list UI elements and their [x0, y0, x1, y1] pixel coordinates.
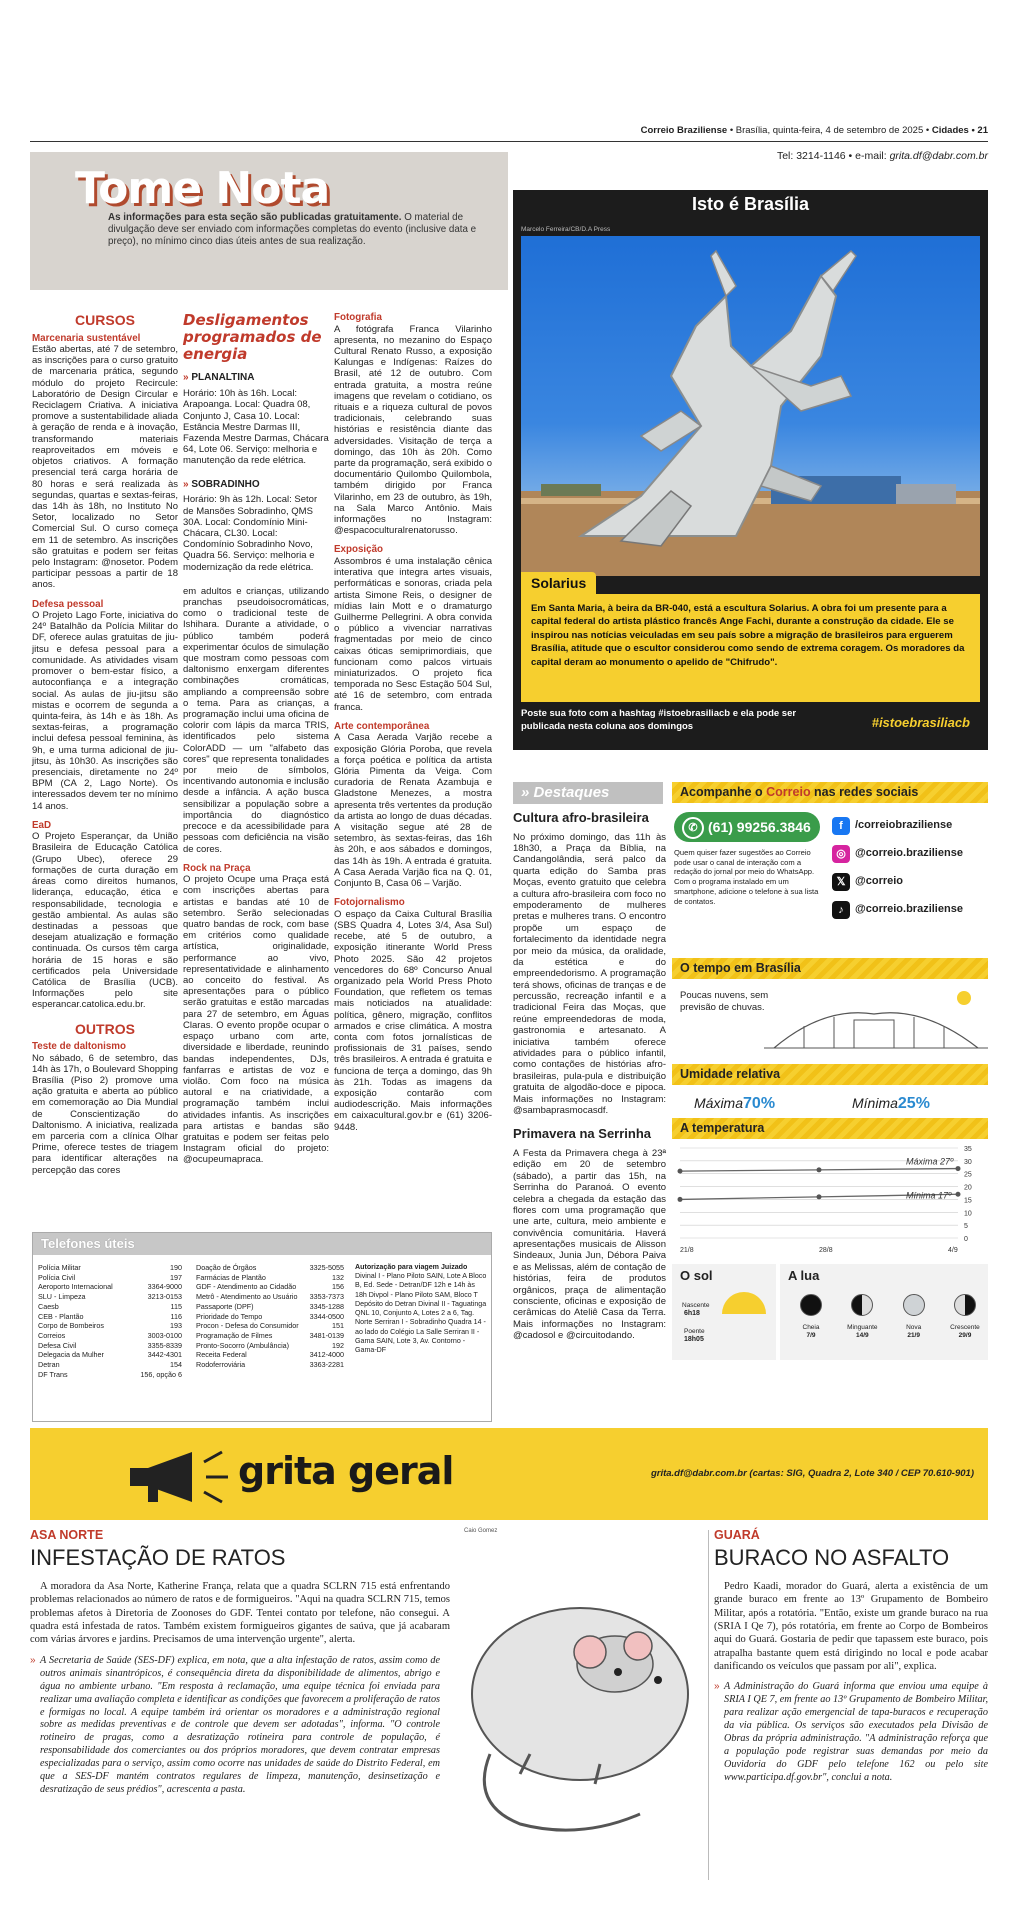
moon-icon	[903, 1294, 925, 1316]
social-link-label: @correio.braziliense	[855, 903, 963, 916]
telefone-name: Corpo de Bombeiros	[38, 1321, 104, 1331]
temperature-chart	[672, 1142, 988, 1260]
telefone-number[interactable]: 3003-0100	[147, 1331, 182, 1341]
telefone-row	[37, 1341, 183, 1351]
umidade-min-label: Mínima	[852, 1095, 898, 1111]
isto-header: Isto é Brasília	[691, 194, 810, 214]
telefone-name: GDF - Atendimento ao Cidadão	[196, 1282, 297, 1292]
telefone-row	[195, 1302, 345, 1312]
temperatura-header: A temperatura	[672, 1118, 988, 1139]
telefone-name: Rodoferroviária	[196, 1360, 246, 1370]
instagram-icon: ◎	[832, 845, 850, 863]
telefone-name: Farmácias de Plantão	[196, 1272, 266, 1282]
col-cultura	[334, 312, 492, 1232]
moon-phase-date: 21/9	[907, 1331, 920, 1339]
telefone-number[interactable]: 3481-0139	[309, 1331, 344, 1341]
social-header-a: Acompanhe o	[680, 785, 767, 799]
telefone-name: DF Trans	[38, 1369, 68, 1379]
col-destaques	[513, 810, 666, 1343]
moon-phase	[841, 1294, 883, 1340]
umidade-min-value: 25%	[897, 1095, 930, 1112]
defesa-title: Defesa pessoal	[32, 598, 104, 610]
telefone-number[interactable]: 3345-1288	[309, 1301, 344, 1311]
telefone-number[interactable]: 193	[170, 1321, 182, 1331]
telefone-number[interactable]: 156, opção 6	[140, 1369, 182, 1379]
telefone-name: Polícia Militar	[38, 1263, 81, 1272]
social-link-2[interactable]	[832, 868, 988, 896]
telefone-name: Prioridade do Tempo	[196, 1311, 263, 1321]
photo-credit: Marcelo Ferreira/CB/D.A Press	[521, 226, 611, 233]
umidade-max-label: Máxima	[694, 1095, 744, 1111]
telefone-name: Correios	[38, 1331, 66, 1341]
sunset-label: Poente	[684, 1328, 705, 1335]
telefone-name: Metrô - Atendimento ao Usuário	[196, 1292, 298, 1302]
sobradinho-label: SOBRADINHO	[191, 478, 260, 490]
telefone-row	[195, 1321, 345, 1331]
rock-text: O projeto Ocupe uma Praça está com inscrições abertas para artistas e bandas até 10 de setembro. Serão selecionadas quatro bandas de rock, com base em critérios como qualidade artística, originalidade, performance ao vivo, representatividade e alinhamento ao conceito do festival. As apresentações para o público serão gratuitas e estão marcadas para 27 de setembro, em Águas Claras. O evento propõe ocupar o espaço urbano com arte, diversidade e liberdade, reunindo bandas independentes, DJs, fanfarras e artistas de voz e violão. Com foco na música autoral e na criatividade, a programação também inclui atividades infantis. As inscrições para artistas e bandas são gratuitas e podem ser feitas pelo Instagram oficial do projeto: @ocupeumapraca.	[183, 874, 329, 1166]
whatsapp-text: Quem quiser fazer sugestões ao Correio pode usar o canal de interação com a redação do jornal por meio do WhatsApp. Com o programa instalado em um smartphone, adicione o telefone à sua lista de contatos.	[674, 848, 819, 906]
article-divider	[708, 1530, 709, 1880]
x-tick-label: 4/9	[948, 1247, 958, 1254]
telefone-number[interactable]: 197	[170, 1272, 182, 1282]
telefone-name: Defesa Civil	[38, 1340, 77, 1350]
moon-phase	[893, 1294, 935, 1340]
asa-p2: A Secretaria de Saúde (SES-DF) explica, em nota, que a alta infestação de ratos, assim como de outros animais sinantrópicos, é consequência direta da disponibilidade de alimentos, abrigo e água no ambiente urbano. "Em resposta à reclamação, uma equipe técnica foi enviada para realizar uma avaliação completa e identificar as condições que favorecem a proliferação de ratos e formigas no local. A equipe também irá orientar os moradores e a administração regional sobre as medidas preventivas e de controle que devem ser adotadas", informa. "O controle rotineiro de pragas, como a desratização rotineira para controle de população, é responsabilidade dos comerciantes ou dos próprios moradores, que devem contratar empresas especializadas para o serviço, assim como ocorre nas unidades de saúde do Distrito Federal, em que a SES-DF mantém contratos regulares de limpeza, manutenção, desinsetização e desratização de seus prédios", acrescenta a pasta.	[40, 1654, 440, 1796]
moon-icon	[851, 1294, 873, 1316]
planaltina-label: PLANALTINA	[191, 372, 255, 384]
date-line: • Brasília, quinta-feira, 4 de setembro de 2025 •	[729, 125, 930, 136]
telefone-row	[195, 1360, 345, 1370]
asa-region: ASA NORTE	[30, 1528, 104, 1542]
moon-phase-name: Crescente	[950, 1324, 980, 1331]
telefone-number[interactable]: 3353-7373	[309, 1292, 344, 1302]
contact-line	[640, 150, 988, 163]
x-tick-label: 21/8	[680, 1247, 694, 1254]
telefone-number[interactable]: 3355-8339	[147, 1340, 182, 1350]
whatsapp-icon: ✆	[682, 817, 704, 839]
telefone-name: Programação de Filmes	[196, 1331, 273, 1341]
marcenaria-title: Marcenaria sustentável	[32, 332, 141, 344]
planaltina-heading: » PLANALTINA	[183, 372, 255, 384]
telefone-number[interactable]: 151	[332, 1321, 344, 1331]
outros-heading: OUTROS	[75, 1020, 135, 1037]
guara-p1: Pedro Kaadi, morador do Guará, alerta a existência de um grande buraco em frente ao 13º Grupamento de Bombeiro Militar, após a rotatória. "Então, existe um grande buraco na rua (SRIA I Qe 7), pós rotatória, em frente ao Corpo de Bombeiros aqui do Guará. Gostaria de pedir que tapassem este buraco, pois atrapalha bastante quem está dirigindo no local e pode acabar danificando os veículos que passam por ali", explica.	[714, 1581, 988, 1673]
telefone-row	[37, 1321, 183, 1331]
autorizacao-block	[355, 1263, 487, 1355]
facebook-icon: f	[832, 817, 850, 835]
telefone-number[interactable]: 3344-0500	[309, 1311, 344, 1321]
isto-hashtag[interactable]: #istoebrasiliacb	[871, 715, 970, 730]
telefone-number[interactable]: 116	[170, 1311, 182, 1321]
telefone-name: Doação de Órgãos	[196, 1263, 257, 1272]
umidade-header: Umidade relativa	[672, 1064, 988, 1085]
planaltina-text: Horário: 10h às 16h. Local: Arapoanga. Local: Quadra 08, Conjunto J, Casa 10. Local: Estância Mestre Darmas III, Fazenda Mestre Darmas, Chácara 64, Lote 06. Serviço: melhoria e manutenção da rede elétrica.	[183, 388, 329, 467]
data-point	[817, 1194, 822, 1199]
telefones-table-2	[195, 1263, 345, 1370]
telefone-number[interactable]: 115	[170, 1301, 182, 1311]
y-tick-label: 15	[964, 1197, 972, 1205]
tiktok-icon: ♪	[832, 901, 850, 919]
sun-icon	[722, 1292, 766, 1314]
telefone-row	[195, 1273, 345, 1283]
section-name: Cidades • 21	[931, 125, 988, 136]
building-illustration	[764, 986, 988, 1058]
contact-prefix: Tel: 3214-1146 • e-mail:	[776, 150, 887, 162]
telefone-row	[195, 1341, 345, 1351]
col-cursos	[32, 312, 178, 1176]
contact-email[interactable]: grita.df@dabr.com.br	[889, 150, 988, 162]
daltonismo-text: No sábado, 6 de setembro, das 14h às 17h, o Boulevard Shopping Brasília (Piso 2) promove uma ação gratuita e aberta ao público em comemoração ao Dia Mundial de Conscientização do Daltonismo. A iniciativa, realizada em parceria com a clínica Olhar Prime, oferece testes de triagem para identificar alterações na percepção das cores	[32, 1052, 178, 1176]
umidade-max-value: 70%	[743, 1095, 776, 1112]
y-tick-label: 25	[964, 1171, 972, 1179]
y-tick-label: 35	[964, 1146, 972, 1153]
telefone-name: Detran	[38, 1360, 60, 1370]
telefone-name: Passaporte (DPF)	[196, 1301, 254, 1311]
grita-logo: grita geral	[238, 1449, 454, 1493]
sunrise-time: 6h18	[684, 1310, 700, 1317]
y-tick-label: 0	[964, 1236, 968, 1243]
intro-bold: As informações para esta seção são publicadas gratuitamente.	[108, 212, 402, 223]
social-link-label: @correio	[855, 875, 904, 888]
max-temp-label: Máxima 27º	[906, 1156, 954, 1167]
fotojornalismo-title: Fotojornalismo	[334, 897, 405, 909]
telefone-name: Polícia Civil	[38, 1272, 76, 1282]
guara-article	[714, 1524, 988, 1785]
cursos-heading: CURSOS	[75, 312, 135, 328]
lua-box	[780, 1264, 988, 1360]
telefone-row	[195, 1331, 345, 1341]
isto-foot-text: Poste sua foto com a hashtag #istoebrasiliacb e ela pode ser publicada nesta coluna aos domingos	[521, 708, 797, 732]
guara-region: GUARÁ	[714, 1528, 760, 1542]
autorizacao-title: Autorização para viagem Juizado	[355, 1263, 468, 1271]
telefone-number[interactable]: 192	[332, 1340, 344, 1350]
guara-p2-wrap: » A Administração do Guará informa que enviou uma equipe à SRIA I QE 7, em frente ao 13º Grupamento de Bombeiro Militar, para realizar ação emergencial de tapa-buracos e recuperação da via pública. Os serviços são executados pela Divisão de Obras da própria administração. "A administração reforça que a população pode registrar suas demandas por meio da Ouvidoria do GDF pelo telefone 162 ou pelo site www.participa.df.gov.br", conclui a nota.	[714, 1681, 988, 1784]
telefone-number[interactable]: 156	[332, 1282, 344, 1292]
asa-norte-article	[30, 1524, 704, 1797]
sol-title: O sol	[680, 1268, 713, 1283]
social-link-label: @correio.braziliense	[855, 847, 963, 860]
primavera-text: A Festa da Primavera chega à 23ª edição em 20 de setembro (sábado), a partir das 15h, na Serrinha do Paranoá. O evento celebra a chegada da estação das flores com uma programação que une arte, cultura, meio ambiente e convivência comunitária. Haverá apresentações musicais de Alisson Sindeaux, Junia Jun, Débora Paiva e as Melissas, além de contação de histórias, feira de produtos orgânicos, praça de alimentação consciente, oficinas e exposição de cerâmicas do Ateliê Casa da Terra. Mais informações no Instagram: @cadosol e @circuitodando.	[513, 1147, 666, 1342]
autorizacao-text: Divinal I - Plano Piloto SAIN, Lote A Bloco B, Ed. Sede - Detran/DF 12h e 14h às 18h Divpol - Plano Piloto SAM, Bloco T Depósito do Detran Divinal II - Taguatinga QNL 10, Conjunto A, Lotes 2 a 6, Tag. Norte Serriran I - Sobradinho Quadra 14 - ao lado do Colégio La Salle Serriran II - Gama SAIN, Lote 3, Av. Contorno - Gama-DF	[355, 1272, 487, 1354]
y-tick-label: 30	[964, 1158, 972, 1166]
fotografia-title: Fotografia	[334, 312, 382, 323]
paper-name: Correio Braziliense	[640, 125, 728, 136]
moon-phase	[790, 1294, 832, 1340]
social-link-0[interactable]	[832, 812, 988, 840]
page-header	[608, 125, 988, 137]
ead-title: EaD	[32, 819, 52, 831]
data-point	[817, 1167, 822, 1172]
solarius-photo	[521, 236, 980, 576]
destaques-header: » Destaques	[513, 782, 663, 804]
telefone-row	[195, 1282, 345, 1292]
solarius-label: Solarius	[521, 572, 596, 595]
min-temp-label: Mínima 17º	[906, 1190, 952, 1201]
x-icon: 𝕏	[832, 873, 850, 891]
umidade-max	[694, 1094, 775, 1114]
y-tick-label: 10	[964, 1210, 972, 1218]
arte-title: Arte contemporânea	[334, 720, 430, 732]
telefone-name: Aeroporto Internacional	[38, 1282, 113, 1292]
telefone-name: CEB - Plantão	[38, 1311, 84, 1321]
telefone-row	[37, 1273, 183, 1283]
x-tick-label: 28/8	[819, 1247, 833, 1254]
telefone-number[interactable]: 3213-0153	[147, 1292, 182, 1302]
telefone-row	[195, 1350, 345, 1360]
moon-phase-name: Nova	[906, 1324, 922, 1331]
telefone-number[interactable]: 3363-2281	[309, 1360, 344, 1370]
fotografia-text: A fotógrafa Franca Vilarinho apresenta, no mezanino do Espaço Cultural Renato Russo, a exposição Kalungas e Indígenas: Raízes do Brasil, até 12 de outubro. Com entrada gratuita, a mostra reúne imagens que revelam o cotidiano, os rituais e a riqueza cultural de povos tradicionais, celebrando suas histórias e resistência diante das adversidades. Visitação de terça a domingo, das 10h às 20h. Como parte da programação, será exibido o documentário Quilombo Quilombola, também dirigido por Franca Vilarinho, em 23 de outubro, às 19h, na Sala Marco Antônio. Mais informações no Instagram: @espacoculturalrenatorusso.	[334, 323, 492, 537]
isto-e-brasilia	[513, 190, 988, 750]
sunset-time: 18h05	[684, 1336, 704, 1343]
telefone-row	[37, 1331, 183, 1341]
guara-title: BURACO NO ASFALTO	[714, 1545, 950, 1571]
cultura-afro-title: Cultura afro-brasileira	[513, 810, 649, 825]
data-point	[678, 1169, 683, 1174]
social-header-b: Correio	[766, 785, 811, 799]
telefone-name: Procon - Defesa do Consumidor	[196, 1321, 299, 1331]
whatsapp-pill[interactable]	[674, 812, 820, 842]
arte-text: A Casa Aerada Varjão recebe a exposição Glória Poroba, que revela a força poética e política da artista Glória Pimenta da Veiga. Com curadoria de Renata Azambuja e Gladstone Menezes, a mostra apresenta três vertentes da produção da artista ao longo de duas décadas. A visitação segue até 28 de setembro, às sextas-feiras, das 16h às 20h, e aos sábados e domingos, das 14h às 19h. A entrada é gratuita. A Casa Aerada Varjão fica na Q. 01, Conjunto B, Casa 06 – Varjão.	[334, 732, 492, 889]
telefone-number[interactable]: 3364-9000	[147, 1282, 182, 1292]
social-link-3[interactable]	[832, 896, 988, 924]
telefone-row	[195, 1263, 345, 1273]
data-point	[678, 1197, 683, 1202]
telefone-row	[37, 1282, 183, 1292]
social-header	[672, 782, 988, 803]
whatsapp-number: (61) 99256.3846	[708, 819, 811, 835]
defesa-text: O Projeto Lago Forte, iniciativa do 24º Batalhão da Polícia Militar do DF, oferece aulas gratuitas de jiu-jitsu e defesa pessoal para a comunidade. As atividades visam promover o bem-estar físico, a autoconfiança e a integração social. As aulas de jiu-jitsu são mistas e ocorrem de segunda a quinta-feira, às 14h e às 18h. As sextas-feiras, a programação inclui defesa pessoal feminina, às 9h, e uma turma adicional de jiu-jitsu, às 10h30. As inscrições são presenciais, diretamente no 24º BPM (CA 2, Lago Norte). Os interessados devem ter no mínimo 14 anos.	[32, 610, 178, 812]
tome-nota-banner	[30, 152, 508, 290]
telefone-number[interactable]: 3412-4000	[309, 1350, 344, 1360]
social-header-c: nas redes sociais	[810, 785, 919, 799]
megaphone-icon	[122, 1442, 232, 1506]
tempo-header: O tempo em Brasília	[672, 958, 988, 979]
primavera-title: Primavera na Serrinha	[513, 1126, 652, 1142]
col-desligamentos	[183, 311, 329, 1166]
forecast-text: Poucas nuvens, sem previsão de chuvas.	[680, 990, 769, 1013]
asa-title: INFESTAÇÃO DE RATOS	[30, 1545, 286, 1571]
moon-icon	[800, 1294, 822, 1316]
telefone-row	[37, 1263, 183, 1273]
telefone-name: SLU - Limpeza	[38, 1292, 86, 1302]
telefone-number[interactable]: 154	[170, 1360, 182, 1370]
sculpture-illustration	[521, 236, 980, 576]
telefone-name: Receita Federal	[196, 1350, 247, 1360]
daltonismo-continued: em adultos e crianças, utilizando pranchas pseudoisocromáticas, como o tradicional teste de Ishihara. Durante a atividade, o público também poderá experimentar óculos de simulação que mostram como pessoas com daltonismo enxergam diferentes combinações cromáticas, ampliando a compreensão sobre o tema. Para as crianças, a programação inclui uma oficina de colorir com lápis da marca TRIS, identificados pelo sistema ColorADD — um "alfabeto das cores" que representa tonalidades por meio de símbolos, incentivando autonomia e inclusão desde a infância. A ação busca sensibilizar a população sobre a importância do diagnóstico precoce e da acessibilidade para pessoas com deficiência na visão de cores.	[183, 585, 329, 855]
moon-phase-date: 7/9	[806, 1331, 816, 1339]
data-point	[956, 1166, 961, 1171]
telefone-row	[37, 1292, 183, 1302]
telefones-title: Telefones úteis	[33, 1233, 491, 1255]
umidade-min	[852, 1094, 930, 1114]
daltonismo-title: Teste de daltonismo	[32, 1041, 126, 1053]
telefone-row	[37, 1302, 183, 1312]
y-tick-label: 5	[964, 1223, 968, 1231]
moon-phase-date: 14/9	[856, 1331, 869, 1339]
telefone-row	[37, 1350, 183, 1360]
asa-p1: A moradora da Asa Norte, Katherine França, relata que a quadra SCLRN 715 está enfrentando problemas relacionados ao número de ratos e de formigueiros. "Aqui na quadra SCLRN 715, temos problemas afetos à Diretoria de Zoonoses do GDF. Tentei contato por telefone, não consegui. A quadra está infestada de ratos. Também existem formigueiros gigantes de saúva, que já acabaram com várias árvores e jardins. Precisamos de uma intervenção urgente", alerta.	[30, 1581, 450, 1646]
telefones-box	[32, 1232, 492, 1422]
sobradinho-heading: » SOBRADINHO	[183, 478, 260, 490]
grita-geral-banner	[30, 1428, 988, 1520]
social-box	[672, 782, 988, 952]
marcenaria-text: Estão abertas, até 7 de setembro, as inscrições para o curso gratuito de marcenaria prática, segundo módulo do projeto Recircule: Laboratório de Design Circular e Reciclagem Criativa. A iniciativa promove a sustentabilidade aliada à geração de renda e à inovação, transformando materiais reaproveitados em móveis e objetos criativos. A formação presencial terá carga horária de 80 horas e será realizada às segundas, quartas e sextas-feiras, das 14h às 18h, no Instituto No Setor, localizado no Setor Comercial Sul. O curso começa em 11 de setembro. As inscrições são gratuitas e podem ser feitas pelo Instagram: @nosetor. Podem participar pessoas a partir de 18 anos.	[32, 344, 178, 591]
cultura-afro-text: No próximo domingo, das 11h às 18h30, a Praça da Bíblia, na Candangolândia, será palco da quarta edição do Samba pras Moças, evento gratuito que celebra a cultura afro-brasileira com foco no empoderamento de mulheres pretas e mulheres trans. O encontro propõe um espaço de fortalecimento da identidade negra por meio da música, da oralidade, da estética e do empreendedorismo. A programação terá shows, oficinas de tranças e de percussão, recreação infantil e a tradicional Feira das Moças, que reúne empreendedoras de moda, gastronomia e artesanato. A iniciativa também oferece atividades para o público infantil, como contações de histórias afro-brasileiras, pula-pula e distribuição gratuita de algodão-doce e pipoca. Mais informações no Instagram: @sambaprasmocasdf.	[513, 831, 666, 1116]
telefone-name: Pronto-Socorro (Ambulância)	[196, 1340, 290, 1350]
guara-p2: A Administração do Guará informa que enviou uma equipe à SRIA I QE 7, em frente ao 13º Grupamento de Bombeiro Militar, para realizar ação emergencial de tapa-buracos e recuperação da via pública. Os serviços são executados pela Divisão de Obras da própria administração. "A administração reforça que a população pode registrar suas demandas por meio da Ouvidoria do GDF pelo telefone 162 ou pelo site www.participa.df.gov.br", conclui a nota.	[724, 1681, 988, 1784]
tome-nota-title: Tome Nota	[75, 163, 330, 214]
moon-phase-name: Cheia	[802, 1324, 820, 1331]
moon-phase-name: Minguante	[847, 1324, 878, 1331]
telefone-number[interactable]: 132	[332, 1272, 344, 1282]
lua-title: A lua	[788, 1268, 820, 1283]
header-rule	[30, 141, 988, 142]
isto-footer	[521, 708, 980, 734]
asa-p2-wrap: » A Secretaria de Saúde (SES-DF) explica, em nota, que a alta infestação de ratos, assim como de outros animais sinantrópicos, é consequência direta da disponibilidade de alimentos, abrigo e água no ambiente urbano. "Em resposta à reclamação, uma equipe técnica foi enviada para realizar uma avaliação completa e identificar as condições que favorecem a proliferação de ratos e formigas no local. A equipe também irá orientar os moradores e a administração regional sobre as medidas preventivas e de controle que devem ser adotadas", informa. "O controle rotineiro de pragas, como a desratização rotineira para controle de população, é responsabilidade dos comerciantes ou dos próprios moradores, que devem contratar empresas especializadas para o serviço, assim como ocorre nas unidades de saúde do Distrito Federal, em que a SES-DF mantém contratos regulares de limpeza, manutenção, desinsetização e desratização de seus prédios", acrescenta a pasta.	[30, 1654, 440, 1796]
telefone-name: Caesb	[38, 1301, 59, 1311]
sunrise-label: Nascente	[682, 1302, 710, 1309]
telefone-number[interactable]: 3325-5055	[309, 1263, 344, 1272]
solarius-caption: Em Santa Maria, à beira da BR-040, está a escultura Solarius. A obra foi um presente para a capital federal do artista plástico francês Ange Fachi, durante a construção da cidade. Ele se inspirou nas notícias veiculadas em seu país sobre a migração de brasileiros para erguerem Brasília, atitude que o escultor considerou como sendo de extrema coragem. Os moradores da capital deram ao monumento o apelido de "Chifrudo".	[521, 594, 980, 702]
telefone-name: Delegacia da Mulher	[38, 1350, 104, 1360]
sobradinho-text: Horário: 9h às 12h. Local: Setor de Mansões Sobradinho, QMS 30A. Local: Condomínio Mini-Chácara, CL30. Local: Condomínio Sobradinho Novo, Quadra 56. Serviço: melhoria e modernização da rede elétrica.	[183, 494, 318, 573]
desligamentos-title: Desligamentos programados de energia	[183, 311, 322, 363]
moon-phase	[944, 1294, 986, 1340]
moon-icon	[954, 1294, 976, 1316]
rat-illustration	[460, 1544, 700, 1844]
data-point	[956, 1192, 961, 1197]
social-link-1[interactable]	[832, 840, 988, 868]
grita-contact: grita.df@dabr.com.br (cartas: SIG, Quadra 2, Lote 340 / CEP 70.610-901)	[650, 1468, 974, 1479]
telefone-row	[37, 1370, 183, 1380]
moon-phases	[790, 1294, 986, 1340]
asa-credit: Caio Gomez	[464, 1528, 498, 1534]
exposicao-title: Exposição	[334, 544, 384, 556]
telefone-row	[37, 1360, 183, 1370]
telefone-number[interactable]: 3442-4301	[147, 1350, 182, 1360]
moon-phase-date: 29/9	[958, 1331, 972, 1339]
fotojornalismo-text: O espaço da Caixa Cultural Brasília (SBS Quadra 4, Lotes 3/4, Asa Sul) recebe, até 5 de outubro, a exposição itinerante World Press Photo 2025. São 42 projetos vencedores do 68º Concurso Anual organizado pela World Press Photo Foundation, que refletem os temas mais noticiados na atualidade: política, gênero, migração, conflitos armados e crise climática. A mostra conta com fotos jornalísticas de profissionais de 31 países, sendo três brasileiros. A entrada é gratuita e funciona de terça a domingo, das 9h às 21h. Todas as imagens da exposição contarão com audiodescrição. Mais informações em caixacultural.gov.br e (61) 3206-9448.	[334, 908, 492, 1133]
ead-text: O Projeto Esperançar, da União Brasileira de Educação Católica (Grupo Ubec), oferece 29 formações de curta duração em áreas como direitos humanos, liderança, educação, ética e responsabilidade, tecnologia e gestão ambiental. As aulas são destinadas a pessoas que desejam atualização e formação continuada. Os cursos têm carga horária de 15 horas e são certificados pela Universidade Católica de Brasília (UCB). Informações pelo site esperancar.catolica.edu.br.	[32, 831, 178, 1011]
telefone-row	[195, 1292, 345, 1302]
rock-title: Rock na Praça	[183, 862, 251, 874]
telefone-number[interactable]: 190	[170, 1263, 182, 1272]
social-link-label: /correiobraziliense	[855, 819, 953, 832]
y-tick-label: 20	[964, 1184, 972, 1192]
exposicao-text: Assombros é uma instalação cênica interativa que integra artes visuais, performáticas e sonoras, criada pela artista Simone Reis, o designer de mídias Iain Mott e o dramaturgo Guilherme Pellegrini. A obra convida o público a vivenciar narrativas fragmentadas por meio de cinco caixas óticas semiprimordiais, que funcionam como palcos virtuais miniaturizados. O projeto fica temporada no Sesc Estação 504 Sul, até 16 de setembro, com entrada franca.	[334, 555, 492, 713]
destaques-label: Destaques	[533, 784, 610, 801]
sol-box	[672, 1264, 776, 1360]
telefone-row	[195, 1312, 345, 1322]
telefones-table-1	[37, 1263, 183, 1380]
social-links	[832, 812, 988, 924]
intro-text: O material de divulgação deve ser enviado com informações completas do evento (inclusive data e preço), no mínimo cinco dias úteis antes de sua realização.	[108, 212, 477, 248]
telefone-row	[37, 1312, 183, 1322]
